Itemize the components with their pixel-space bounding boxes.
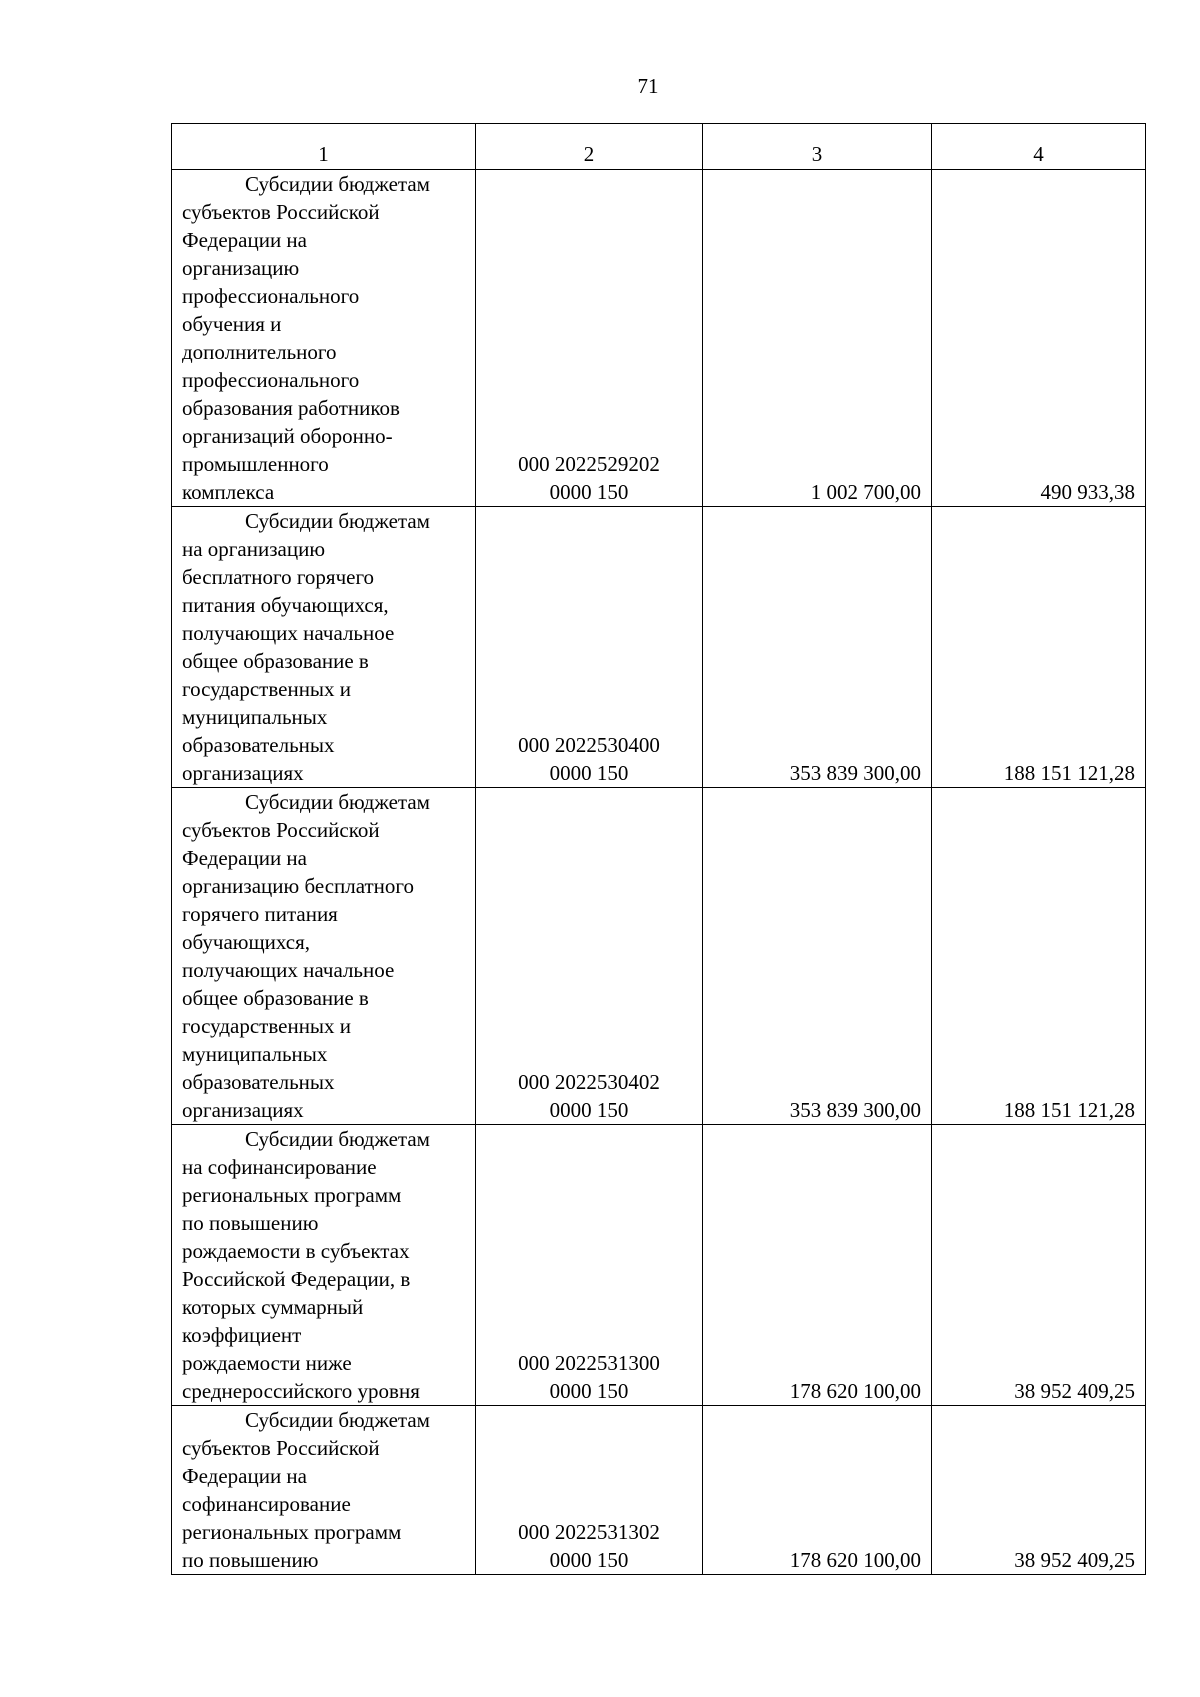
page-number: 71 [637, 74, 659, 98]
row-value-3: 353 839 300,00 [703, 788, 932, 1125]
row-value-4: 188 151 121,28 [932, 788, 1146, 1125]
row-name: Субсидии бюджетам на организацию бесплатного горячего питания обучающихся, получающих начальное общее образование в государственных и муниципальных образовательных организациях [182, 509, 430, 785]
row-value-3: 178 620 100,00 [703, 1406, 932, 1575]
row-value-4: 188 151 121,28 [932, 507, 1146, 788]
row-value-4: 490 933,38 [932, 170, 1146, 507]
row-value-4: 38 952 409,25 [932, 1125, 1146, 1406]
row-code: 000 2022531302 0000 150 [476, 1406, 703, 1575]
table-row [172, 1406, 1146, 1575]
row-name-cell [172, 507, 476, 788]
row-code: 000 2022530400 0000 150 [476, 507, 703, 788]
table-header-row [172, 124, 1146, 170]
column-header-1: 1 [172, 124, 476, 170]
row-name-cell [172, 1125, 476, 1406]
table-row [172, 788, 1146, 1125]
column-header-4: 4 [932, 124, 1146, 170]
row-name: Субсидии бюджетам субъектов Российской Федерации на организацию профессионального обучения и дополнительного профессионального образования работников организаций оборонно- промышленного комплекса [182, 172, 430, 504]
column-header-2: 2 [476, 124, 703, 170]
row-name: Субсидии бюджетам на софинансирование региональных программ по повышению рождаемости в субъектах Российской Федерации, в которых суммарный коэффициент рождаемости ниже среднероссийского уровня [182, 1127, 430, 1403]
row-value-3: 1 002 700,00 [703, 170, 932, 507]
row-value-3: 178 620 100,00 [703, 1125, 932, 1406]
row-name: Субсидии бюджетам субъектов Российской Федерации на софинансирование региональных программ по повышению [182, 1408, 430, 1572]
table-row [172, 1125, 1146, 1406]
row-code: 000 2022531300 0000 150 [476, 1125, 703, 1406]
row-code: 000 2022530402 0000 150 [476, 788, 703, 1125]
budget-table [171, 123, 1146, 1575]
table-row [172, 507, 1146, 788]
row-value-4: 38 952 409,25 [932, 1406, 1146, 1575]
table-row [172, 170, 1146, 507]
row-name-cell [172, 170, 476, 507]
row-name: Субсидии бюджетам субъектов Российской Федерации на организацию бесплатного горячего питания обучающихся, получающих начальное общее образование в государственных и муниципальных образовательных организациях [182, 790, 430, 1122]
row-value-3: 353 839 300,00 [703, 507, 932, 788]
row-name-cell [172, 1406, 476, 1575]
row-code: 000 2022529202 0000 150 [476, 170, 703, 507]
column-header-3: 3 [703, 124, 932, 170]
row-name-cell [172, 788, 476, 1125]
